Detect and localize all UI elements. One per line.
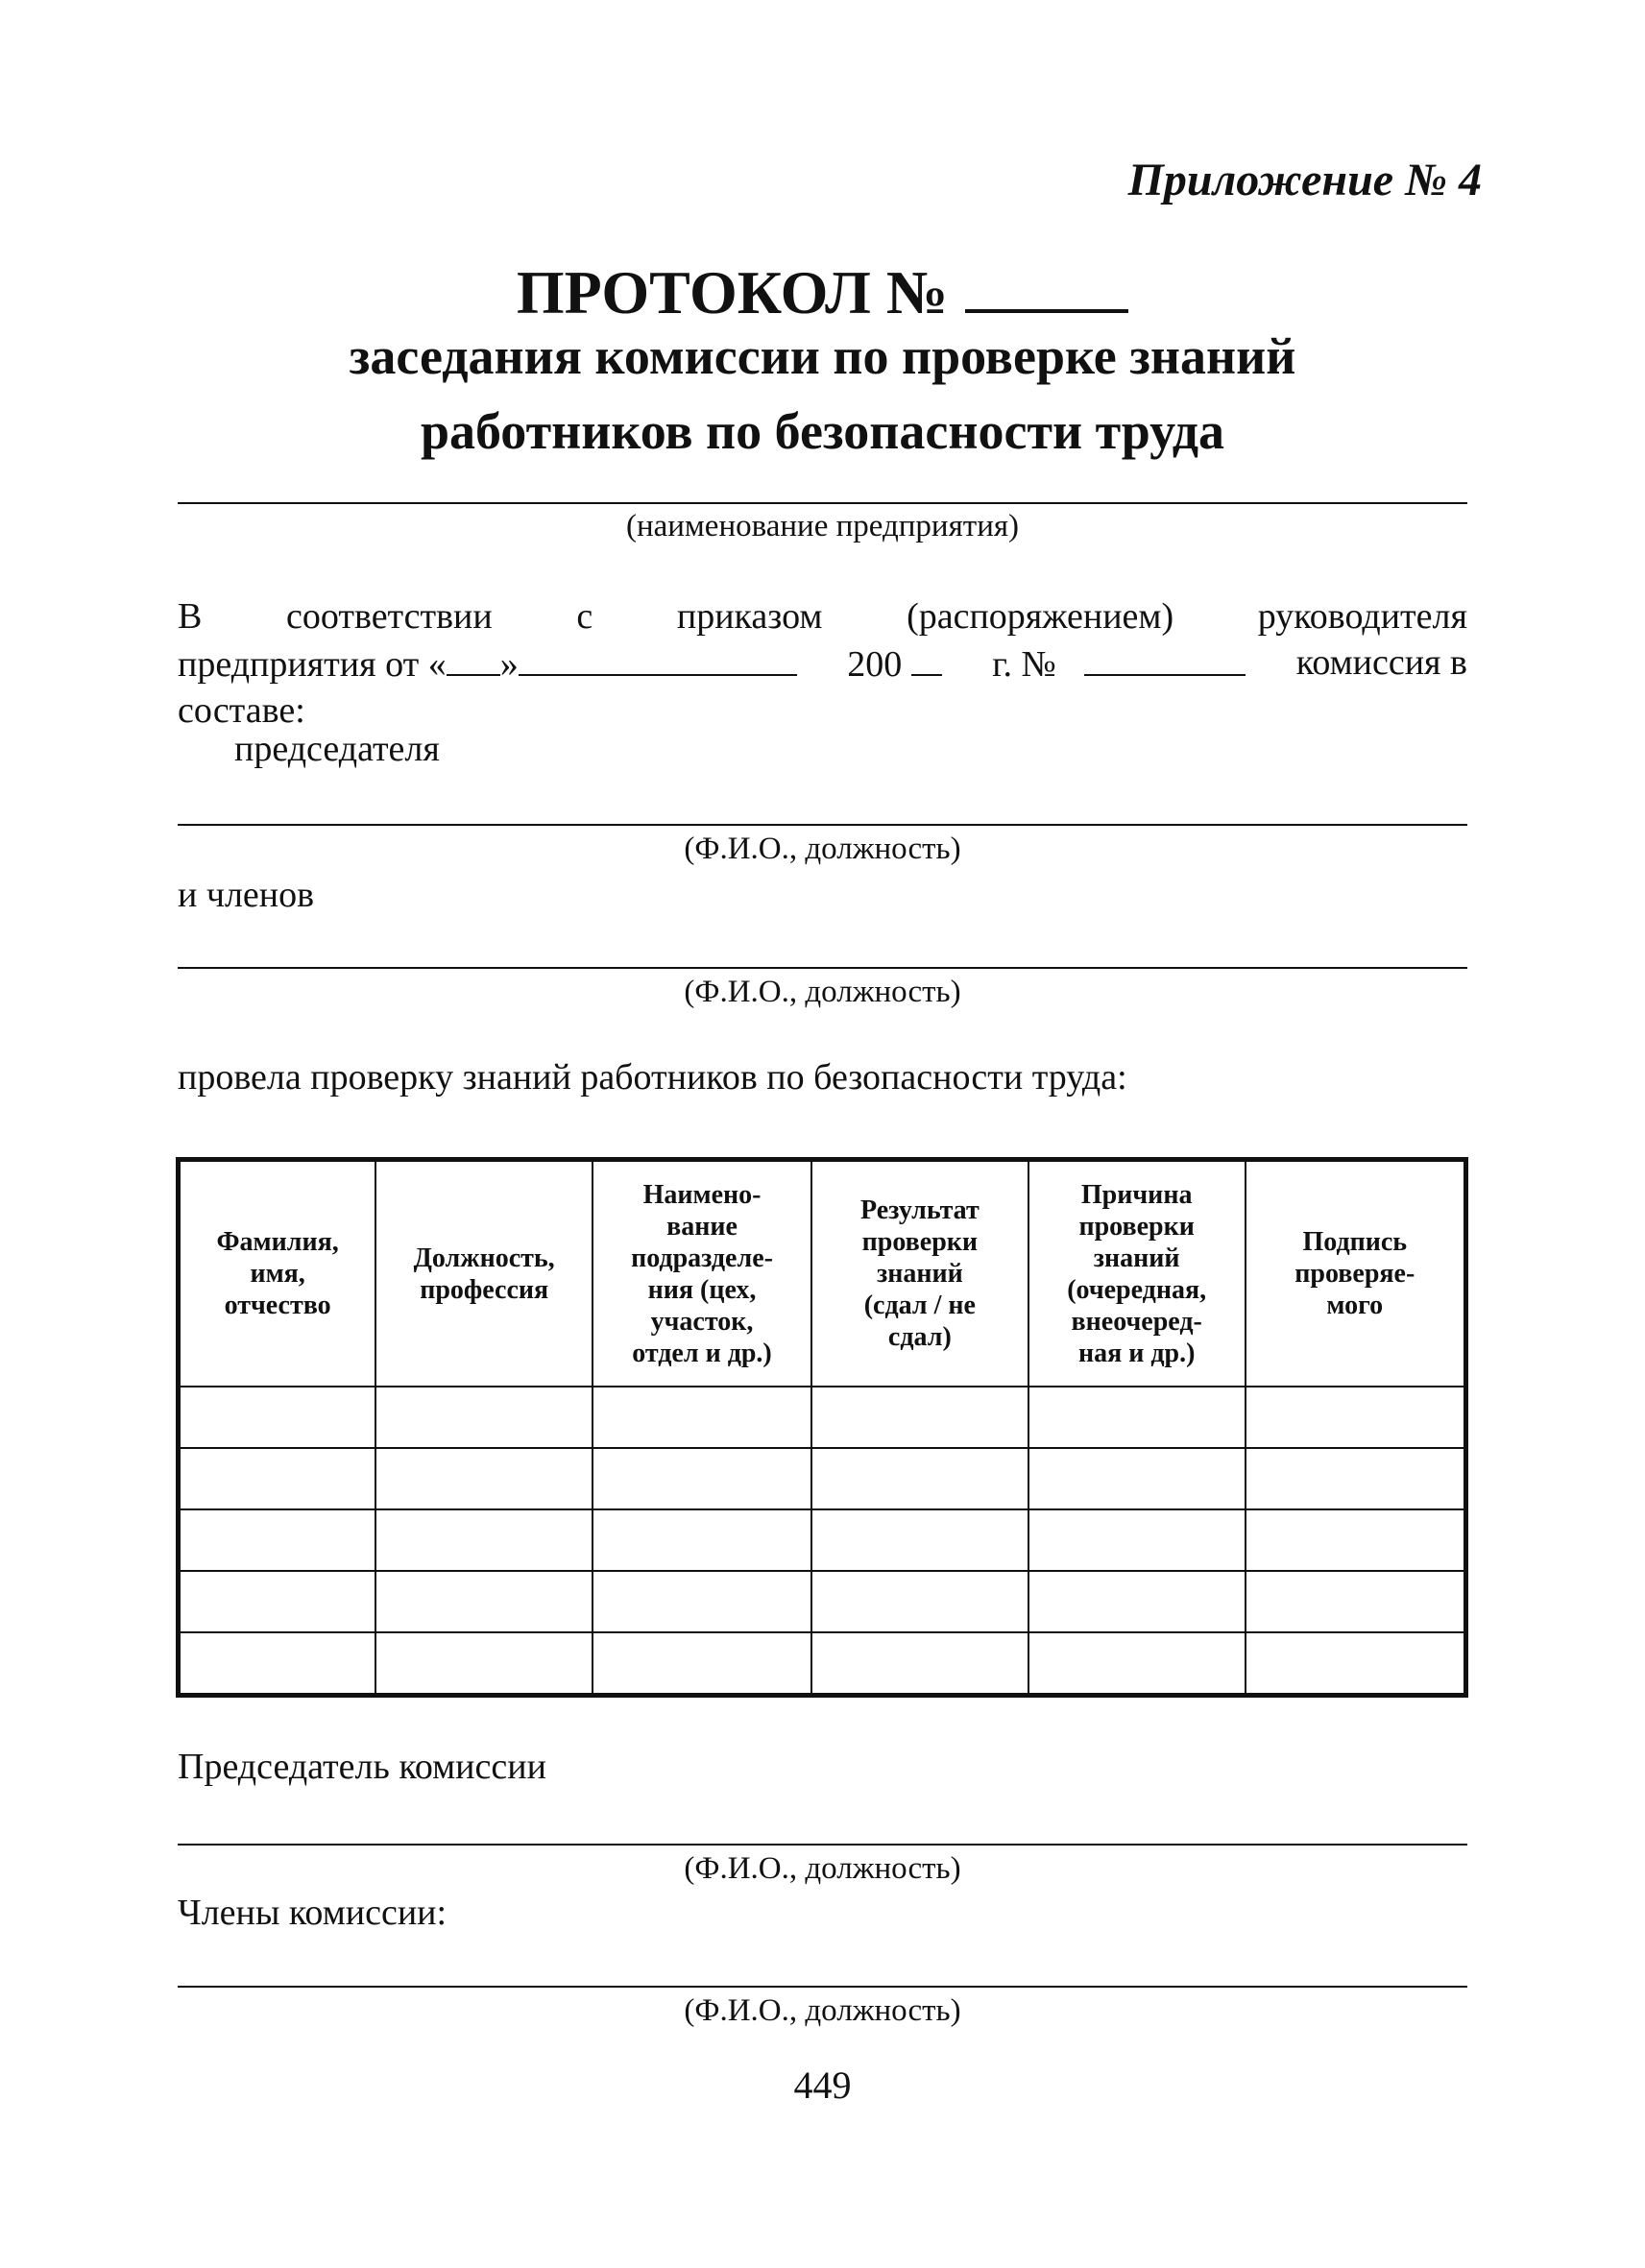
order-year-group	[847, 639, 942, 688]
table-cell[interactable]	[811, 1387, 1028, 1448]
footer-chairman-caption: (Ф.И.О., должность)	[684, 1851, 961, 1886]
header-department: Наимено- вание подразделе- ния (цех, участок, отдел и др.)	[593, 1160, 811, 1387]
members-label: и членов	[178, 875, 315, 915]
order-word: соответствии	[286, 596, 493, 637]
header-full-name: Фамилия, имя, отчество	[179, 1160, 376, 1387]
order-paragraph	[178, 593, 1467, 734]
table-row	[179, 1571, 1466, 1632]
footer-chairman-line	[178, 1844, 1467, 1846]
table-cell[interactable]	[179, 1509, 376, 1571]
order-word: (распоряжением)	[907, 596, 1174, 637]
order-word: приказом	[676, 596, 823, 637]
conducted-text: провела проверку знаний работников по безопасности труда:	[178, 1057, 1127, 1098]
day-blank	[447, 639, 500, 676]
footer-members-caption: (Ф.И.О., должность)	[684, 1993, 961, 2028]
org-name-line	[178, 502, 1467, 504]
order-line-1	[178, 593, 1467, 639]
table-cell[interactable]	[179, 1387, 376, 1448]
document-title	[0, 257, 1645, 328]
members-caption: (Ф.И.О., должность)	[684, 975, 961, 1009]
table-cell[interactable]	[811, 1509, 1028, 1571]
table-cell[interactable]	[1246, 1571, 1466, 1632]
order-line-2	[178, 639, 1467, 688]
table-cell[interactable]	[1246, 1632, 1466, 1696]
protocol-title: ПРОТОКОЛ №	[516, 258, 949, 326]
table-cell[interactable]	[375, 1571, 593, 1632]
table-cell[interactable]	[375, 1632, 593, 1696]
order-date-group	[178, 639, 797, 688]
table-cell[interactable]	[1028, 1509, 1246, 1571]
table-cell[interactable]	[1246, 1387, 1466, 1448]
table-cell[interactable]	[593, 1448, 811, 1509]
table-row	[179, 1387, 1466, 1448]
header-signature: Подпись проверяе- мого	[1246, 1160, 1466, 1387]
table-cell[interactable]	[1028, 1632, 1246, 1696]
document-subtitle-2: работников по безопасности труда	[420, 402, 1225, 460]
document-subtitle-1: заседания комиссии по проверке знаний	[349, 327, 1296, 385]
results-table	[176, 1157, 1468, 1698]
members-line	[178, 967, 1467, 969]
table-cell[interactable]	[593, 1571, 811, 1632]
order-word: с	[576, 596, 593, 637]
table-cell[interactable]	[811, 1632, 1028, 1696]
table-cell[interactable]	[375, 1509, 593, 1571]
table-cell[interactable]	[811, 1448, 1028, 1509]
order-year: 200	[847, 644, 903, 685]
table-cell[interactable]	[375, 1387, 593, 1448]
order-number-label: г. №	[992, 644, 1056, 685]
table-cell[interactable]	[179, 1632, 376, 1696]
chairman-line	[178, 824, 1467, 826]
table-cell[interactable]	[1028, 1571, 1246, 1632]
footer-chairman-label: Председатель комиссии	[178, 1747, 546, 1787]
order-date-quote: »	[499, 644, 519, 685]
table-row	[179, 1509, 1466, 1571]
header-reason: Причина проверки знаний (очередная, внеочеред- ная и др.)	[1028, 1160, 1246, 1387]
table-cell[interactable]	[593, 1387, 811, 1448]
table-cell[interactable]	[179, 1448, 376, 1509]
table-cell[interactable]	[1246, 1448, 1466, 1509]
table-cell[interactable]	[593, 1632, 811, 1696]
order-number-blank	[1084, 639, 1246, 676]
order-number-group	[992, 639, 1246, 688]
table-cell[interactable]	[811, 1571, 1028, 1632]
table-cell[interactable]	[1028, 1387, 1246, 1448]
org-name-caption: (наименование предприятия)	[625, 509, 1020, 543]
month-blank	[519, 639, 797, 676]
order-line-3: составе:	[178, 690, 305, 731]
header-position: Должность, профессия	[375, 1160, 593, 1387]
table-row	[179, 1632, 1466, 1696]
order-line-end: комиссия в	[1295, 642, 1467, 683]
table-row	[179, 1448, 1466, 1509]
protocol-number-blank	[965, 261, 1128, 313]
year-blank	[911, 639, 942, 676]
table-header-row	[179, 1160, 1466, 1387]
footer-members-line	[178, 1986, 1467, 1988]
order-word: руководителя	[1257, 596, 1467, 637]
chairman-caption: (Ф.И.О., должность)	[684, 832, 961, 866]
appendix-label: Приложение № 4	[1127, 155, 1482, 205]
page-number: 449	[793, 2063, 852, 2107]
order-date-prefix: предприятия от «	[178, 644, 447, 685]
table-cell[interactable]	[1028, 1448, 1246, 1509]
table-cell[interactable]	[375, 1448, 593, 1509]
table-cell[interactable]	[1246, 1509, 1466, 1571]
footer-members-label: Члены комиссии:	[178, 1893, 448, 1933]
header-result: Результат проверки знаний (сдал / не сдал)	[811, 1160, 1028, 1387]
table-cell[interactable]	[179, 1571, 376, 1632]
table-cell[interactable]	[593, 1509, 811, 1571]
order-word: В	[178, 596, 203, 637]
chairman-label: председателя	[234, 729, 440, 769]
